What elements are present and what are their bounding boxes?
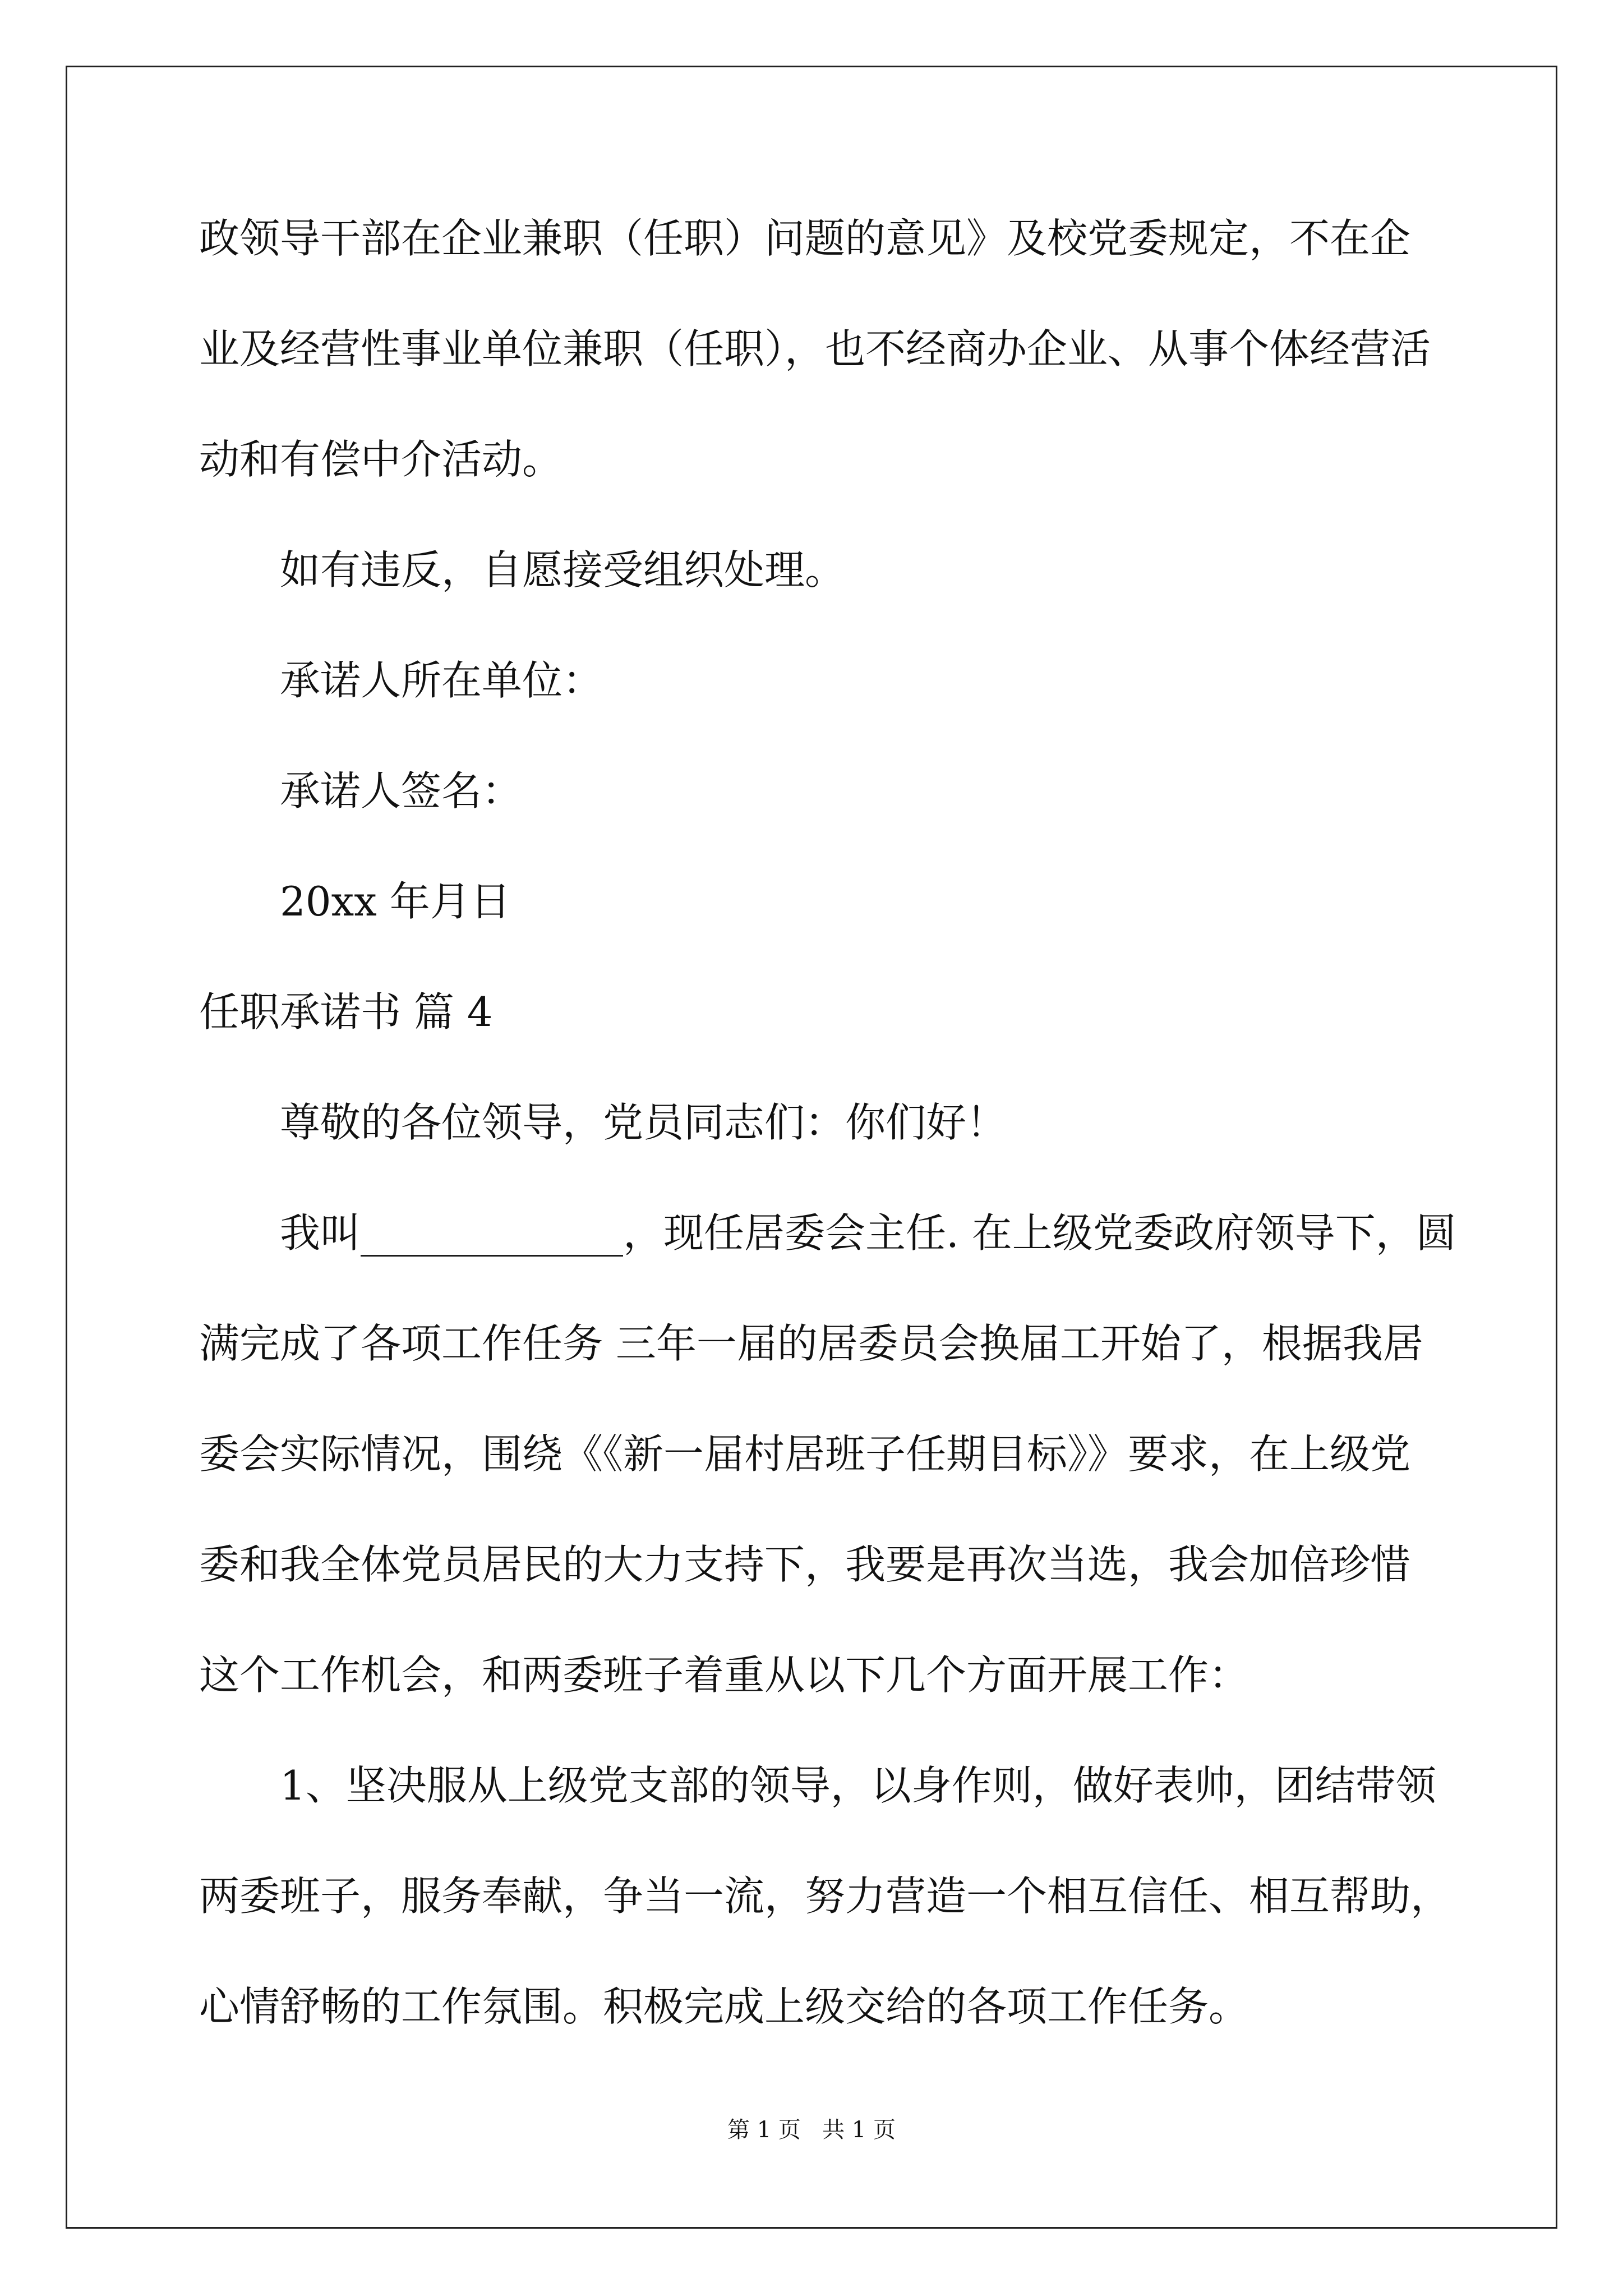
paragraph-line: 1、坚决服从上级党支部的领导，以身作则，做好表帅，团结带领 (280, 1762, 1436, 1809)
paragraph-line: 我叫_____________，现任居委会主任. 在上级党委政府领导下，圆 (280, 1209, 1456, 1257)
date-line: 20xx 年月日 (280, 878, 511, 925)
paragraph-line: 心情舒畅的工作氛围。积极完成上级交给的各项工作任务。 (199, 1983, 1249, 2030)
paragraph-line: 两委班子，服务奉献，争当一流，努力营造一个相互信任、相互帮助， (199, 1872, 1451, 1920)
paragraph-line: 业及经营性事业单位兼职（任职），也不经商办企业、从事个体经营活 (199, 325, 1431, 372)
paragraph-line: 政领导干部在企业兼职（任职）问题的意见》及校党委规定，不在企 (199, 215, 1411, 262)
page-number-footer: 第 1 页 共 1 页 (727, 2117, 896, 2143)
paragraph-line: 这个工作机会，和两委班子着重从以下几个方面开展工作： (199, 1651, 1249, 1699)
commitment-signature-label: 承诺人签名： (280, 767, 523, 815)
paragraph-line: 满完成了各项工作任务 三年一届的居委员会换届工开始了，根据我居 (199, 1320, 1423, 1367)
paragraph-line: 如有违反，自愿接受组织处理。 (280, 546, 846, 593)
paragraph-line: 委和我全体党员居民的大力支持下，我要是再次当选，我会加倍珍惜 (199, 1541, 1411, 1588)
commitment-unit-label: 承诺人所在单位： (280, 657, 603, 704)
paragraph-line: 动和有偿中介活动。 (199, 436, 563, 483)
salutation: 尊敬的各位领导，党员同志们：你们好！ (280, 1099, 1007, 1146)
section-title: 任职承诺书 篇 4 (199, 988, 493, 1036)
paragraph-line: 委会实际情况，围绕《《新一届村居班子任期目标》》要求，在上级党 (199, 1430, 1411, 1478)
